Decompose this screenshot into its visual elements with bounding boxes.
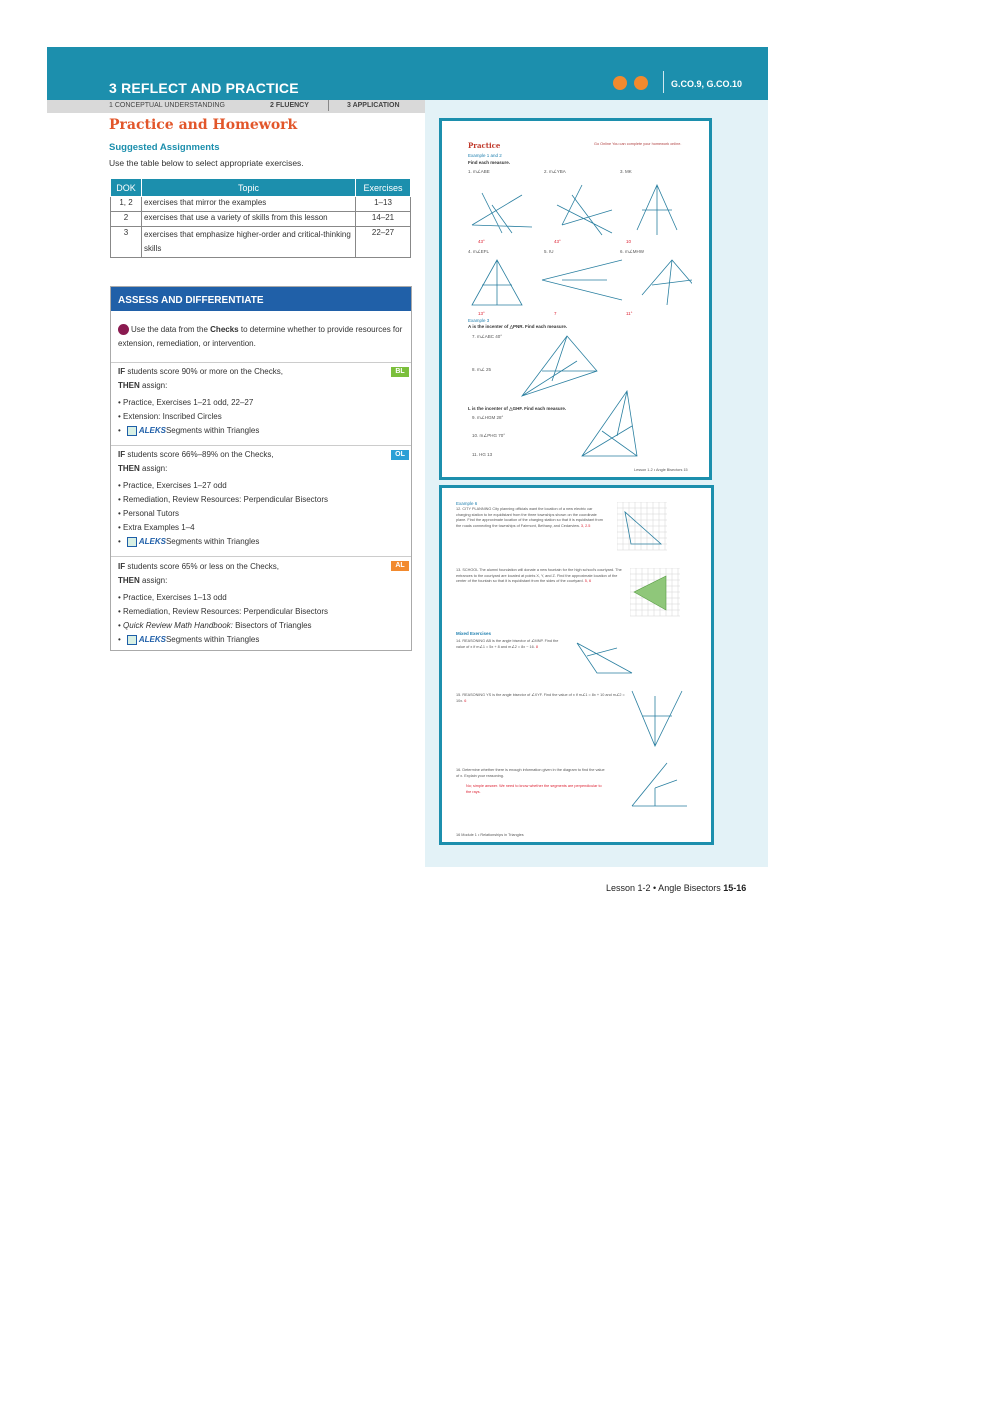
header-divider [663, 71, 664, 93]
if-bold: IF [118, 450, 126, 459]
list-item: • Practice, Exercises 1–13 odd [118, 593, 227, 602]
table-row [111, 227, 411, 258]
col-header-dok: DOK [111, 179, 142, 197]
dok-table [110, 178, 411, 258]
thumb-figures-row1 [462, 175, 692, 245]
thumb2-a16: No; simple answer. We need to know whether the segments are perpendicular to the rays. [466, 784, 602, 794]
ol-block [118, 448, 388, 549]
col-header-exercises: Exercises [356, 179, 411, 197]
badge-al: AL [391, 561, 409, 571]
table-row [111, 212, 411, 227]
list-item: • Remediation, Review Resources: Perpendicular Bisectors [118, 607, 329, 616]
list-item: • ALEKSSegments within Triangles [118, 633, 388, 647]
aleks-icon [127, 426, 137, 436]
group-icon [634, 76, 648, 90]
thumb-a5: 7 [554, 311, 557, 316]
aleks-icon [127, 635, 137, 645]
list-item: • Remediation, Review Resources: Perpendicular Bisectors [118, 495, 329, 504]
thumb2-q14 [456, 639, 566, 650]
then-rest: assign: [139, 381, 168, 390]
assess-title: ASSESS AND DIFFERENTIATE [118, 295, 264, 306]
thumb2-q16: 16. Determine whether there is enough information given in the diagram to find the value of x. Explain your reasoning. [456, 768, 605, 778]
thumb-q4: 4. m∠EFL [468, 249, 490, 254]
then-bold: THEN [118, 576, 140, 585]
student-page-15-thumbnail [439, 118, 712, 480]
divider [111, 445, 411, 446]
student-icon [613, 76, 627, 90]
al-item-3-rest: Bisectors of Triangles [232, 621, 312, 630]
if-bold: IF [118, 562, 126, 571]
thumb-q7: 7. m∠ABC 40° [472, 334, 503, 339]
thumb-a6: 11° [626, 311, 633, 316]
suggested-assignments-heading: Suggested Assignments [109, 142, 220, 153]
list-item: • Practice, Exercises 1–21 odd, 22–27 [118, 398, 254, 407]
thumb2-a12: 3, 2.5 [580, 523, 591, 528]
list-item: • Personal Tutors [118, 509, 180, 518]
thumb-q2: 2. m∠YBA [544, 169, 566, 174]
thumb2-page-footer: 16 Module 1 • Relationships in Triangles [456, 833, 524, 837]
badge-ol: OL [391, 450, 409, 460]
thumb2-grid-2 [630, 568, 686, 620]
cell-topic: exercises that emphasize higher-order and critical-thinking skills [142, 227, 356, 258]
list-item: • ALEKSSegments within Triangles [118, 424, 388, 438]
suggested-assignments-intro: Use the table below to select appropriate exercises. [109, 158, 304, 168]
al-aleks-text: Segments within Triangles [165, 635, 260, 644]
cell-exercises: 22–27 [356, 227, 411, 258]
bl-item-2: Extension: Inscribed Circles [123, 412, 222, 421]
thumb2-a15: 6 [464, 698, 467, 703]
thumb2-mixed: Mixed Exercises [456, 631, 492, 636]
footer-lesson: Lesson 1-2 • Angle Bisectors [606, 883, 724, 893]
assess-differentiate-box [110, 286, 412, 651]
thumb2-q12 [456, 507, 606, 529]
assess-intro [118, 323, 406, 351]
footer-pages: 15-16 [723, 883, 747, 893]
al-item-1: Practice, Exercises 1–13 odd [123, 593, 227, 602]
thumb2-figure-14 [572, 638, 642, 678]
table-header-row [111, 179, 411, 197]
then-bold: THEN [118, 464, 140, 473]
thumb2-a14: 8 [535, 644, 538, 649]
divider [111, 362, 411, 363]
lesson-phase-tabs [47, 100, 425, 113]
cell-dok: 1, 2 [111, 197, 142, 212]
thumb2-q14-text: 14. REASONING AB is the angle bisector of ∠MNP. Find the value of x if m∠1 = 5x + 8 and m∠2 = 8x − 16. [456, 639, 559, 649]
if-bold: IF [118, 367, 126, 376]
table-row [111, 197, 411, 212]
al-item-2: Remediation, Review Resources: Perpendicular Bisectors [123, 607, 329, 616]
ol-condition: students score 66%–89% on the Checks, [125, 450, 274, 459]
list-item: • Extension: Inscribed Circles [118, 412, 222, 421]
thumb-page-footer: Lesson 1-2 • Angle Bisectors 15 [634, 468, 688, 472]
cell-exercises: 14–21 [356, 212, 411, 227]
tab-divider [328, 100, 329, 111]
thumb-q9: 9. m∠HGM 28° [472, 415, 504, 420]
thumb-q6: 6. m∠MHW [620, 249, 645, 254]
thumb-q5: 5. IU [544, 249, 554, 254]
tab-fluency: 2 FLUENCY [270, 102, 309, 109]
thumb-a3: 10 [626, 239, 632, 244]
ol-item-3: Personal Tutors [123, 509, 180, 518]
page-footer [606, 883, 746, 893]
bl-block [118, 365, 388, 438]
then-rest: assign: [139, 464, 168, 473]
practice-homework-title: Practice and Homework [109, 117, 298, 133]
then-bold: THEN [118, 381, 140, 390]
thumb2-q15 [456, 693, 626, 704]
cell-topic: exercises that mirror the examples [142, 197, 356, 212]
thumb-example3: Example 3 [468, 318, 490, 323]
bl-item-1: Practice, Exercises 1–21 odd, 22–27 [123, 398, 254, 407]
section-title: 3 REFLECT AND PRACTICE [109, 80, 299, 96]
al-condition: students score 65% or less on the Checks, [125, 562, 279, 571]
section-header [47, 47, 768, 101]
thumb2-q13 [456, 568, 626, 585]
cell-dok: 2 [111, 212, 142, 227]
divider [111, 556, 411, 557]
thumb2-q12-text: 12. CITY PLANNING City planning officials want the location of a new electric car charging station to be equidistant from the three townships shown on the coordinate plane. Find the approximate location of the charging station so that it is equidistant from the roads connecting the townships of Fairmont, Bethany, and Cedarview. [456, 507, 603, 528]
thumb2-q13-text: 13. SCHOOL The alumni foundation will donate a new fountain for the high school's courtyard. The entrances to the courtyard are located at points X, Y, and Z. Find the approximate location of the center of the fountain so that it is equidistant from the sides of the courtyard. [456, 568, 622, 583]
thumb-q8: 8. m∠ 25 [472, 367, 492, 372]
thumb2-figure-15 [627, 686, 687, 751]
thumb-goonline: Go Online You can complete your homework online. [594, 142, 682, 146]
thumb-ex4-stem: L is the incenter of △GHF. Find each measure. [468, 406, 567, 411]
badge-bl: BL [391, 367, 409, 377]
thumb-q11: 11. HG 13 [472, 452, 493, 457]
ol-aleks-text: Segments within Triangles [165, 537, 260, 546]
cell-exercises: 1–13 [356, 197, 411, 212]
thumb-figure-incenter-2 [577, 386, 647, 461]
thumb-practice-title: Practice [468, 141, 501, 150]
list-item: • Practice, Exercises 1–27 odd [118, 481, 227, 490]
thumb2-example: Example 6 [456, 501, 478, 506]
checks-bold: Checks [210, 325, 239, 334]
thumb-ex3-stem: A is the incenter of △PNR. Find each measure. [468, 324, 568, 329]
list-item: • ALEKSSegments within Triangles [118, 535, 388, 549]
thumb2-figure-16 [627, 758, 692, 810]
cell-dok: 3 [111, 227, 142, 258]
aleks-logo: ALEKS [138, 537, 166, 546]
thumb-q1: 1. m∠ABE [468, 169, 490, 174]
assess-intro-pre: Use the data from the [131, 325, 211, 334]
thumb-a1: 43° [478, 239, 485, 244]
thumb2-grid-1 [617, 502, 677, 558]
cell-topic: exercises that use a variety of skills from this lesson [142, 212, 356, 227]
thumb-figures-row2 [462, 255, 692, 315]
student-page-16-thumbnail [439, 485, 714, 845]
thumb-a4: 13° [478, 311, 485, 316]
aleks-icon [127, 537, 137, 547]
thumb2-a13: 5, 6 [584, 579, 592, 583]
list-item: • Extra Examples 1–4 [118, 523, 195, 532]
tab-application: 3 APPLICATION [347, 102, 400, 109]
thumb-q10: 10. m∠PHG 70° [472, 433, 506, 438]
aleks-logo: ALEKS [138, 635, 166, 644]
thumb-q3: 3. MK [620, 169, 632, 174]
thumb-a2: 43° [554, 239, 561, 244]
assess-heading [111, 287, 411, 311]
list-item: • Quick Review Math Handbook: Bisectors of Triangles [118, 621, 312, 630]
al-block [118, 560, 388, 647]
assess-intro-post: to determine whether to provide resources for extension, remediation, or intervention. [118, 325, 403, 348]
thumb-find: Find each measure. [468, 160, 511, 165]
thumb-example-ref: Example 1 and 2 [468, 153, 502, 158]
ol-item-2: Remediation, Review Resources: Perpendicular Bisectors [123, 495, 329, 504]
then-rest: assign: [139, 576, 168, 585]
al-item-3-italic: Quick Review Math Handbook: [123, 621, 233, 630]
aleks-logo: ALEKS [138, 426, 166, 435]
ol-item-4: Extra Examples 1–4 [123, 523, 195, 532]
col-header-topic: Topic [142, 179, 356, 197]
data-chart-icon [118, 324, 129, 335]
thumb2-q15-text: 15. REASONING YS is the angle bisector of ∠XYF. Find the value of x if m∠1 = 8x + 10 and m∠2 = 10x. [456, 693, 625, 703]
bl-condition: students score 90% or more on the Checks, [125, 367, 283, 376]
bl-aleks-text: Segments within Triangles [165, 426, 260, 435]
tab-conceptual-understanding: 1 CONCEPTUAL UNDERSTANDING [109, 102, 225, 109]
standards-label: G.CO.9, G.CO.10 [670, 79, 742, 89]
ol-item-1: Practice, Exercises 1–27 odd [123, 481, 227, 490]
